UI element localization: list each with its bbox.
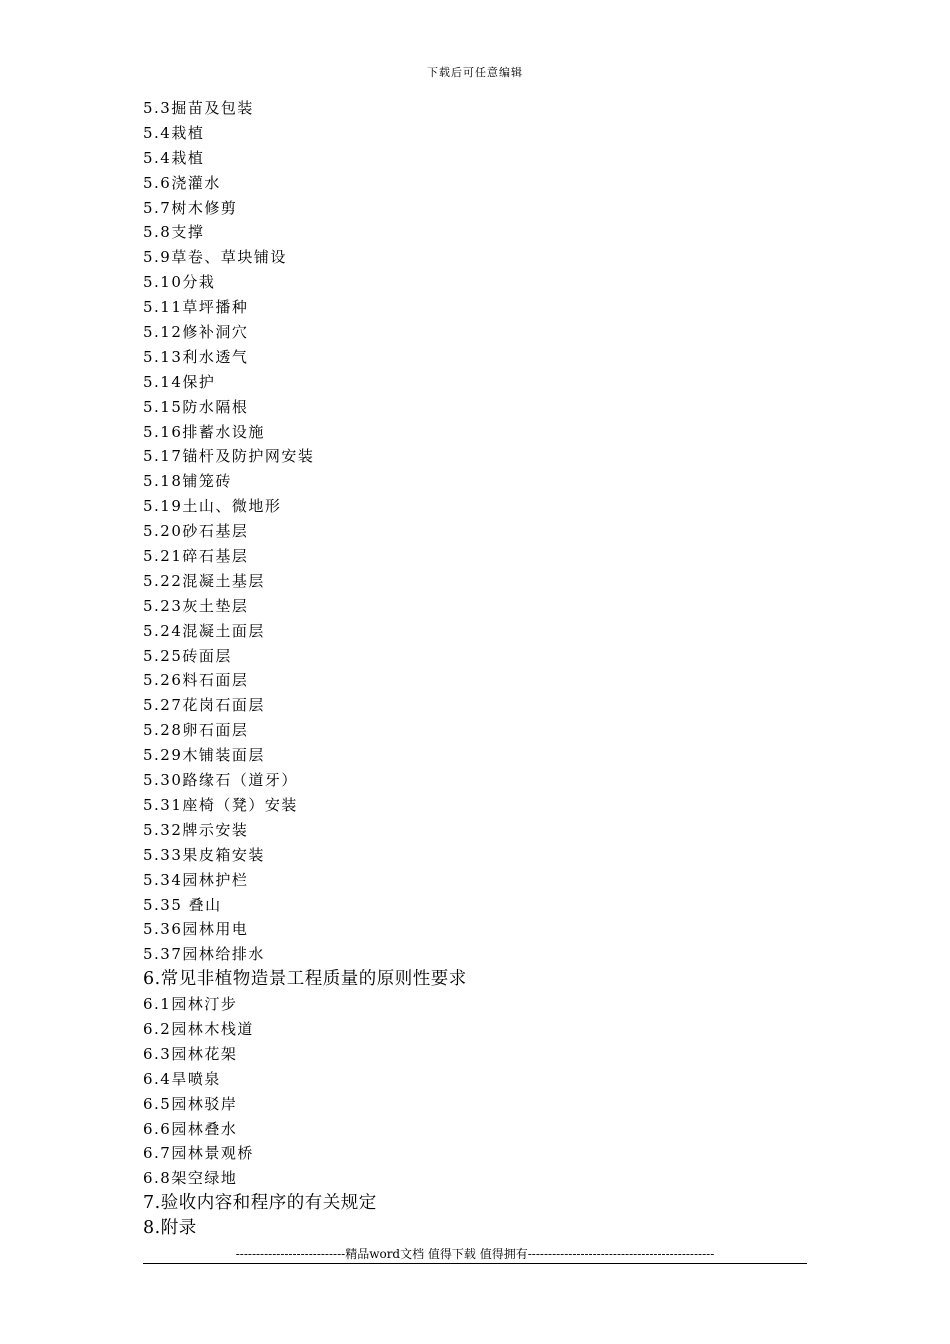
toc-entry: 5.13利水透气 (143, 347, 249, 366)
toc-entry: 5.11草坪播种 (143, 298, 249, 317)
toc-entry: 5.4栽植 (143, 123, 205, 142)
toc-section-heading: 7.验收内容和程序的有关规定 (143, 1193, 377, 1214)
toc-entry: 5.10分栽 (143, 273, 216, 292)
toc-entry: 5.3掘苗及包装 (143, 99, 254, 117)
toc-entry: 5.9草卷、草块铺设 (143, 248, 287, 267)
toc-entry: 5.32牌示安装 (143, 820, 249, 839)
toc-entry: 5.33果皮箱安装 (143, 845, 265, 864)
toc-entry: 6.5园林驳岸 (143, 1094, 238, 1113)
toc-entry: 5.30路缘石（道牙） (143, 771, 298, 790)
toc-entry: 5.21碎石基层 (143, 547, 249, 566)
toc-entry: 5.28卵石面层 (143, 721, 249, 740)
page-footer: ---------------------------精品word文档 值得下载 值得拥有---------------------------------------------- (235, 1247, 715, 1261)
footer-divider (143, 1263, 807, 1264)
toc-entry: 5.27花岗石面层 (143, 696, 265, 715)
toc-section-heading: 6.常见非植物造景工程质量的原则性要求 (143, 969, 467, 990)
toc-entry: 5.23灰土垫层 (143, 596, 249, 615)
toc-entry: 5.18铺笼砖 (143, 472, 232, 491)
toc-entry: 5.22混凝土基层 (143, 571, 265, 590)
toc-entry: 6.4旱喷泉 (143, 1069, 221, 1088)
page-header: 下载后可任意编辑 (427, 66, 523, 79)
toc-entry: 5.14保护 (143, 372, 216, 391)
toc-entry: 5.19土山、微地形 (143, 497, 282, 516)
toc-entry: 6.2园林木栈道 (143, 1019, 254, 1038)
table-of-contents (143, 96, 823, 1241)
toc-entry: 5.8支撑 (143, 223, 205, 242)
toc-entry: 5.15防水隔根 (143, 397, 249, 416)
toc-entry: 6.6园林叠水 (143, 1119, 238, 1138)
toc-entry: 5.16排蓄水设施 (143, 422, 265, 441)
toc-entry: 5.34园林护栏 (143, 870, 249, 889)
toc-entry: 6.7园林景观桥 (143, 1144, 254, 1163)
toc-entry: 5.26料石面层 (143, 671, 249, 690)
toc-entry: 6.1园林汀步 (143, 995, 238, 1014)
toc-entry: 5.6浇灌水 (143, 173, 221, 192)
toc-entry: 5.35 叠山 (143, 895, 222, 914)
toc-entry: 5.25砖面层 (143, 646, 232, 665)
toc-entry: 5.4栽植 (143, 148, 205, 167)
toc-entry: 5.31座椅（凳）安装 (143, 795, 298, 814)
toc-entry: 5.7树木修剪 (143, 198, 238, 217)
toc-entry: 5.24混凝土面层 (143, 621, 265, 640)
toc-entry: 5.17锚杆及防护网安装 (143, 447, 315, 466)
toc-entry: 6.3园林花架 (143, 1044, 238, 1063)
toc-entry: 5.12修补洞穴 (143, 323, 249, 342)
toc-entry: 5.29木铺装面层 (143, 746, 265, 765)
toc-entry: 5.20砂石基层 (143, 522, 249, 541)
toc-section-heading: 8.附录 (143, 1218, 197, 1239)
toc-entry: 5.36园林用电 (143, 920, 249, 939)
toc-entry: 6.8架空绿地 (143, 1169, 238, 1188)
toc-entry: 5.37园林给排水 (143, 945, 265, 964)
